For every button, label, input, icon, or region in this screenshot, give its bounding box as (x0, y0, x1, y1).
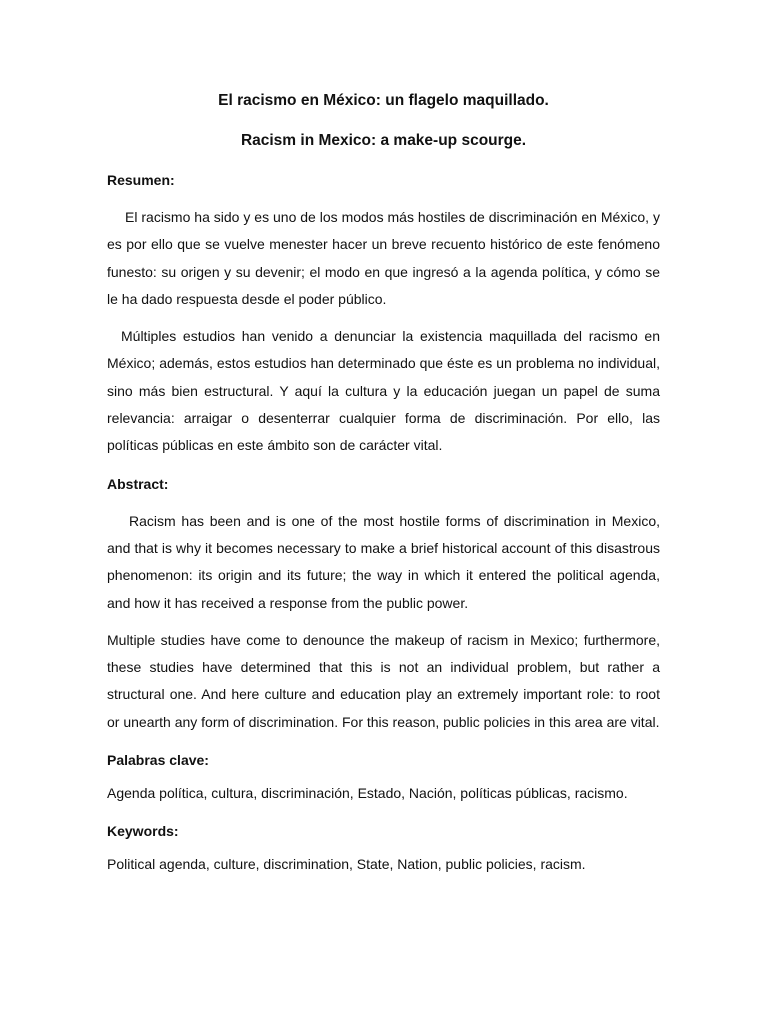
abstract-paragraph-2: Multiple studies have come to denounce the makeup of racism in Mexico; furthermore, these studies have determined that this is not an individual problem, but rather a structural one. And here culture and education play an extremely important role: to root or unearth any form of discrimination. For this reason, public policies in this area are vital. (107, 631, 660, 730)
abstract-heading: Abstract: (107, 475, 169, 492)
palabras-clave-text: Agenda política, cultura, discriminación, Estado, Nación, políticas públicas, racismo. (107, 785, 628, 802)
abstract-paragraph-1: Racism has been and is one of the most hostile forms of discrimination in Mexico, and that is why it becomes necessary to make a brief historical account of this disastrous phenomenon: its origin and its future; the way in which it entered the political agenda, and how it has received a response from the public power. (107, 512, 660, 611)
palabras-clave-heading: Palabras clave: (107, 752, 209, 769)
resumen-paragraph-1: El racismo ha sido y es uno de los modos más hostiles de discriminación en México, y es por ello que se vuelve menester hacer un breve recuento histórico de este fenómeno funesto: su origen y su devenir; el modo en que ingresó a la agenda política, y cómo se le ha dado respuesta desde el poder público. (107, 209, 660, 307)
keywords-text: Political agenda, culture, discrimination, State, Nation, public policies, racism. (107, 856, 586, 873)
keywords-heading: Keywords: (107, 823, 179, 840)
document-page (107, 88, 660, 879)
title-english: Racism in Mexico: a make-up scourge. (240, 132, 527, 149)
resumen-heading: Resumen: (107, 172, 175, 188)
title-spanish: El racismo en México: un flagelo maquillado. (218, 92, 549, 109)
resumen-paragraph-2: Múltiples estudios han venido a denunciar la existencia maquillada del racismo en México; además, estos estudios han determinado que éste es un problema no individual, sino más bien estructural. Y aquí la cultura y la educación juegan un papel de suma relevancia: arraigar o desenterrar cualquier forma de discriminación. Por ello, las políticas públicas en este ámbito son de carácter vital. (107, 328, 660, 454)
